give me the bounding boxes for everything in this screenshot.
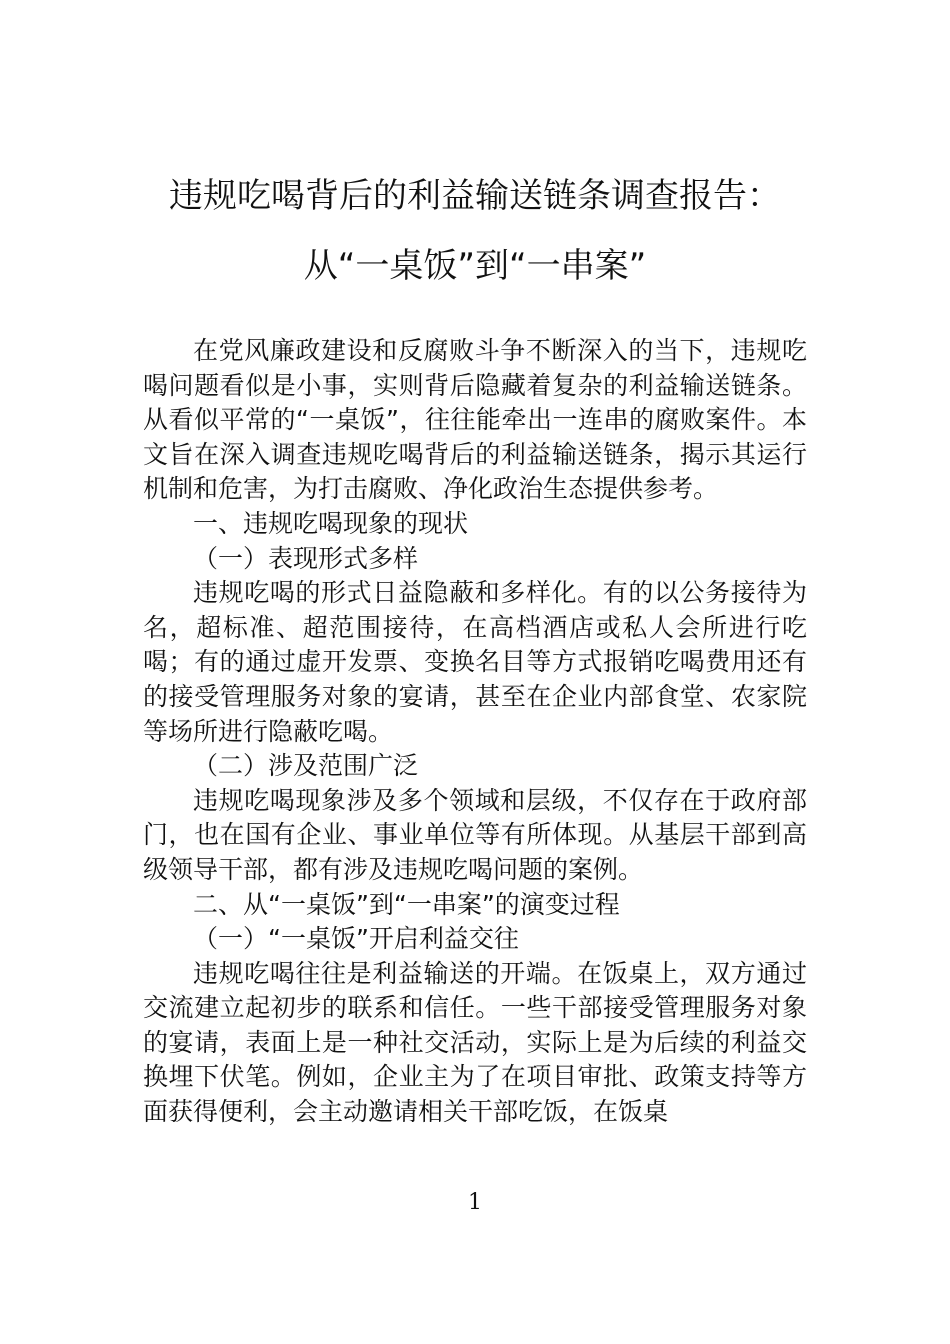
page-number: 1: [468, 1190, 482, 1215]
section-1-1-paragraph: 违规吃喝的形式日益隐蔽和多样化。有的以公务接待为名，超标准、超范围接待，在高档酒店或私人会所进行吃喝；有的通过虚开发票、变换名目等方式报销吃喝费用还有的接受管理服务对象的宴请，甚至在企业内部食堂、农家院等场所进行隐蔽吃喝。: [143, 578, 807, 746]
intro-paragraph: 在党风廉政建设和反腐败斗争不断深入的当下，违规吃喝问题看似是小事，实则背后隐藏着复杂的利益输送链条。从看似平常的“一桌饭”，往往能牵出一连串的腐败案件。本文旨在深入调查违规吃喝背后的利益输送链条，揭示其运行机制和危害，为打击腐败、净化政治生态提供参考。: [143, 336, 807, 504]
section-1-2-heading: （二）涉及范围广泛: [193, 751, 419, 781]
section-2-1-paragraph: 违规吃喝往往是利益输送的开端。在饭桌上，双方通过交流建立起初步的联系和信任。一些干部接受管理服务对象的宴请，表面上是一种社交活动，实际上是为后续的利益交换埋下伏笔。例如，企业主为了在项目审批、政策支持等方面获得便利，会主动邀请相关干部吃饭，在饭桌: [143, 958, 807, 1127]
section-1-1-heading: （一）表现形式多样: [193, 543, 419, 573]
section-2-heading: 二、从“一桌饭”到“一串案”的演变过程: [193, 889, 620, 919]
title-line-1: 违规吃喝背后的利益输送链条调查报告：: [169, 176, 781, 216]
section-2-1-heading: （一）“一桌饭”开启利益交往: [193, 924, 519, 954]
document-body: [143, 334, 807, 1130]
section-1-heading: 一、违规吃喝现象的现状: [193, 508, 469, 538]
title-line-2: 从“一桌饭”到“一串案”: [303, 246, 647, 286]
section-1-2-paragraph: 违规吃喝现象涉及多个领域和层级，不仅存在于政府部门，也在国有企业、事业单位等有所体现。从基层干部到高级领导干部，都有涉及违规吃喝问题的案例。: [143, 785, 807, 884]
